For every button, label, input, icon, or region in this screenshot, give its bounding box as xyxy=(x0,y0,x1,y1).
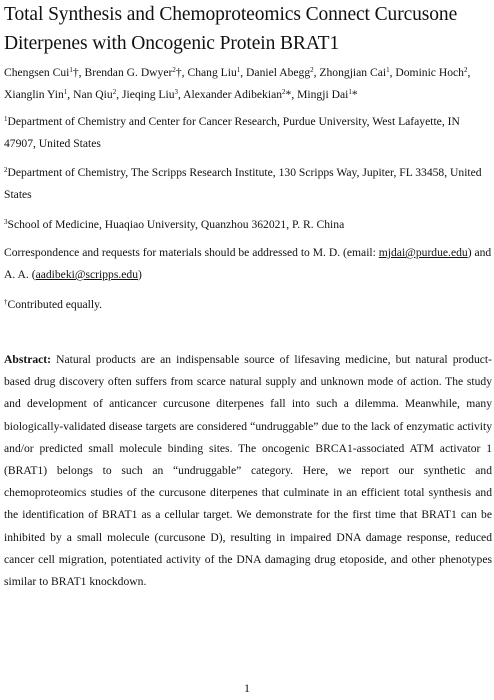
affiliation-2: $^2$Department of Chemistry, The Scripps Research Institute, 130 Scripps Way, Jupiter, FL 33458, United States xyxy=(4,166,482,201)
author: Brendan G. Dwyer$^2$†, xyxy=(84,66,188,79)
email-link-dai[interactable]: mjdai@purdue.edu xyxy=(378,246,468,259)
abstract-text: Natural products are an indispensable source of lifesaving medicine, but natural product-based drug discovery often suffers from scarce natural supply and unknown mode of action. The study and development of anticancer curcusone diterpenes fall into such a dilemma. Meanwhile, many biologically-validated disease targets are considered “undruggable” due to the lack of enzymatic activity and/or predicted small molecule binding sites. The oncogenic BRCA1-associated ATM activator 1 (BRAT1) belongs to such an “undruggable” category. Here, we report our synthetic and chemoproteomics studies of the curcusone diterpenes that culminate in an efficient total synthesis and the identification of BRAT1 as a cellular target. We demonstrate for the first time that BRAT1 can be inhibited by a small molecule (curcusone D), resulting in impaired DNA damage response, reduced cancer cell migration, potentiated activity of the DNA damaging drug etoposide, and other phenotypes similar to BRAT1 knockdown. xyxy=(4,353,492,589)
author: Chang Liu$^1$, xyxy=(187,66,247,79)
email-link-adibekian[interactable]: aadibeki@scripps.edu xyxy=(35,268,138,281)
author: Alexander Adibekian$^2$*, xyxy=(183,88,298,101)
page-number: 1 xyxy=(244,681,250,695)
author: Mingji Dai$^1$* xyxy=(297,88,358,101)
author: Zhongjian Cai$^1$, xyxy=(319,66,396,79)
author: Daniel Abegg$^2$, xyxy=(246,66,320,79)
author: Chengsen Cui$^1$†, xyxy=(4,66,85,79)
affiliation-1: $^1$Department of Chemistry and Center for Cancer Research, Purdue University, West Lafayette, IN 47907, United States xyxy=(4,115,460,150)
author: Jieqing Liu$^3$, xyxy=(122,88,184,101)
author: Nan Qiu$^2$, xyxy=(73,88,122,101)
author: Xianglin Yin$^1$, xyxy=(4,88,74,101)
author: Dominic Hoch$^2$, xyxy=(395,66,471,79)
paper-title: Total Synthesis and Chemoproteomics Connect Curcusone Diterpenes with Oncogenic Protein BRAT1 xyxy=(4,4,458,54)
affiliation-3: $^3$School of Medicine, Huaqiao University, Quanzhou 362021, P. R. China xyxy=(4,218,345,231)
correspondence: Correspondence and requests for materials should be addressed to M. D. (email: mjdai@purdue.edu) and A. A. (aadibeki@scripps.edu) xyxy=(4,246,492,281)
abstract xyxy=(4,349,492,593)
abstract-label: Abstract: xyxy=(4,353,52,366)
equal-contribution-note: †Contributed equally. xyxy=(4,298,103,311)
author-list xyxy=(4,62,492,106)
